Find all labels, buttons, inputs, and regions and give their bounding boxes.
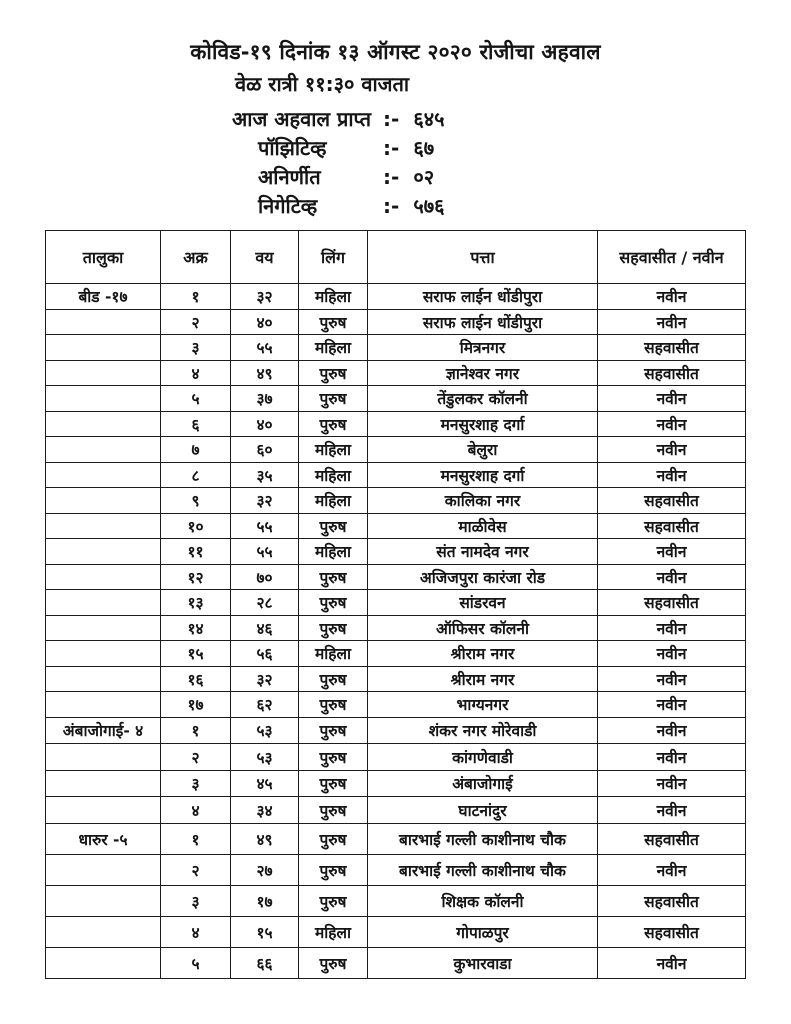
serial-cell: २ — [161, 309, 231, 335]
stat-label: अनिर्णीत — [258, 165, 321, 189]
address-cell: सराफ लाईन धोंडीपुरा — [368, 309, 598, 335]
taluka-cell — [46, 513, 161, 539]
age-cell: ४० — [231, 411, 299, 437]
cases-table-body — [46, 284, 746, 979]
address-cell: शंकर नगर मोरेवाडी — [368, 717, 598, 744]
gender-cell: पुरुष — [299, 666, 368, 692]
gender-cell: महिला — [299, 462, 368, 488]
address-cell: तेंडुलकर कॉलनी — [368, 386, 598, 412]
stat-number: ६४५ — [413, 107, 445, 131]
address-cell: मनसुरशाह दर्गा — [368, 462, 598, 488]
stat-separator: :- — [383, 194, 400, 218]
taluka-cell — [46, 539, 161, 565]
status-cell: नवीन — [598, 641, 746, 667]
taluka-cell: बीड -१७ — [46, 284, 161, 310]
stat-value — [383, 134, 434, 163]
gender-cell: महिला — [299, 335, 368, 361]
taluka-cell — [46, 411, 161, 437]
age-cell: २८ — [231, 590, 299, 616]
taluka-cell — [46, 335, 161, 361]
status-cell: सहवासीत — [598, 916, 746, 947]
stat-label: निगेटिव्ह — [258, 194, 318, 218]
age-cell: ४९ — [231, 360, 299, 386]
serial-cell: ७ — [161, 437, 231, 463]
stat-label: आज अहवाल प्राप्त — [232, 107, 372, 131]
table-row — [46, 885, 746, 916]
stat-row — [0, 163, 791, 192]
status-cell: सहवासीत — [598, 590, 746, 616]
status-cell: नवीन — [598, 386, 746, 412]
status-cell: नवीन — [598, 615, 746, 641]
table-row — [46, 770, 746, 797]
serial-cell: ५ — [161, 386, 231, 412]
taluka-cell: धारुर -५ — [46, 823, 161, 854]
gender-cell: महिला — [299, 641, 368, 667]
gender-cell: पुरुष — [299, 797, 368, 824]
stat-separator: :- — [383, 136, 400, 160]
taluka-cell — [46, 797, 161, 824]
serial-cell: ४ — [161, 360, 231, 386]
gender-cell: महिला — [299, 539, 368, 565]
table-row — [46, 590, 746, 616]
status-cell: नवीन — [598, 539, 746, 565]
address-cell: कुभारवाडा — [368, 947, 598, 978]
status-cell: नवीन — [598, 744, 746, 771]
table-row — [46, 513, 746, 539]
gender-cell: पुरुष — [299, 885, 368, 916]
gender-cell: पुरुष — [299, 947, 368, 978]
address-cell: सांडरवन — [368, 590, 598, 616]
age-cell: ३७ — [231, 386, 299, 412]
column-header-taluka-cell: तालुका — [46, 231, 161, 284]
gender-cell: महिला — [299, 437, 368, 463]
table-row — [46, 386, 746, 412]
serial-cell: १६ — [161, 666, 231, 692]
cases-table-head — [46, 231, 746, 284]
age-cell: ३५ — [231, 462, 299, 488]
stat-number: ५७६ — [413, 194, 445, 218]
gender-cell: पुरुष — [299, 615, 368, 641]
address-cell: मित्रनगर — [368, 335, 598, 361]
age-cell: ५५ — [231, 513, 299, 539]
address-cell: सराफ लाईन धोंडीपुरा — [368, 284, 598, 310]
table-row — [46, 692, 746, 718]
summary-stats — [0, 105, 791, 221]
serial-cell: १७ — [161, 692, 231, 718]
serial-cell: ३ — [161, 335, 231, 361]
table-row — [46, 854, 746, 885]
status-cell: सहवासीत — [598, 513, 746, 539]
taluka-cell — [46, 666, 161, 692]
serial-cell: १२ — [161, 564, 231, 590]
column-header-address-cell: पत्ता — [368, 231, 598, 284]
header-row — [46, 231, 746, 284]
taluka-cell: अंबाजोगाई- ४ — [46, 717, 161, 744]
stat-separator: :- — [383, 165, 400, 189]
taluka-cell — [46, 885, 161, 916]
taluka-cell — [46, 564, 161, 590]
address-cell: अंबाजोगाई — [368, 770, 598, 797]
table-row — [46, 823, 746, 854]
table-row — [46, 916, 746, 947]
serial-cell: ५ — [161, 947, 231, 978]
gender-cell: महिला — [299, 284, 368, 310]
status-cell: सहवासीत — [598, 488, 746, 514]
gender-cell: पुरुष — [299, 854, 368, 885]
column-header-serial-cell: अक्र — [161, 231, 231, 284]
status-cell: सहवासीत — [598, 360, 746, 386]
stat-label: पॉझिटिव्ह — [258, 136, 327, 160]
column-header-status-cell: सहवासीत / नवीन — [598, 231, 746, 284]
age-cell: ७० — [231, 564, 299, 590]
address-cell: भाग्यनगर — [368, 692, 598, 718]
table-row — [46, 437, 746, 463]
address-cell: घाटनांदुर — [368, 797, 598, 824]
age-cell: ५६ — [231, 641, 299, 667]
gender-cell: पुरुष — [299, 590, 368, 616]
table-row — [46, 797, 746, 824]
taluka-cell — [46, 309, 161, 335]
table-row — [46, 360, 746, 386]
serial-cell: १४ — [161, 615, 231, 641]
stat-value — [383, 163, 434, 192]
address-cell: संत नामदेव नगर — [368, 539, 598, 565]
report-header — [0, 0, 791, 97]
gender-cell: पुरुष — [299, 513, 368, 539]
status-cell: नवीन — [598, 666, 746, 692]
table-row — [46, 615, 746, 641]
serial-cell: ९ — [161, 488, 231, 514]
serial-cell: १० — [161, 513, 231, 539]
stat-row — [0, 105, 791, 134]
age-cell: ४५ — [231, 770, 299, 797]
table-row — [46, 947, 746, 978]
gender-cell: पुरुष — [299, 360, 368, 386]
serial-cell: ३ — [161, 770, 231, 797]
serial-cell: १५ — [161, 641, 231, 667]
gender-cell: पुरुष — [299, 770, 368, 797]
status-cell: नवीन — [598, 717, 746, 744]
age-cell: ६० — [231, 437, 299, 463]
taluka-cell — [46, 947, 161, 978]
table-row — [46, 488, 746, 514]
taluka-cell — [46, 916, 161, 947]
serial-cell: २ — [161, 744, 231, 771]
gender-cell: पुरुष — [299, 744, 368, 771]
status-cell: नवीन — [598, 309, 746, 335]
column-header-age-cell: वय — [231, 231, 299, 284]
serial-cell: १ — [161, 823, 231, 854]
age-cell: १७ — [231, 885, 299, 916]
address-cell: श्रीराम नगर — [368, 641, 598, 667]
stat-number: ०२ — [413, 165, 435, 189]
address-cell: अजिजपुरा कारंजा रोड — [368, 564, 598, 590]
status-cell: नवीन — [598, 854, 746, 885]
address-cell: ज्ञानेश्वर नगर — [368, 360, 598, 386]
table-row — [46, 717, 746, 744]
taluka-cell — [46, 770, 161, 797]
table-row — [46, 335, 746, 361]
age-cell: ५३ — [231, 744, 299, 771]
taluka-cell — [46, 488, 161, 514]
address-cell: माळीवेस — [368, 513, 598, 539]
gender-cell: पुरुष — [299, 717, 368, 744]
status-cell: नवीन — [598, 770, 746, 797]
taluka-cell — [46, 590, 161, 616]
age-cell: ६२ — [231, 692, 299, 718]
status-cell: नवीन — [598, 692, 746, 718]
gender-cell: पुरुष — [299, 386, 368, 412]
taluka-cell — [46, 386, 161, 412]
age-cell: ३२ — [231, 666, 299, 692]
stat-separator: :- — [383, 107, 400, 131]
status-cell: सहवासीत — [598, 335, 746, 361]
gender-cell: पुरुष — [299, 692, 368, 718]
stat-row — [0, 192, 791, 221]
cases-table — [45, 230, 746, 979]
address-cell: श्रीराम नगर — [368, 666, 598, 692]
serial-cell: १ — [161, 717, 231, 744]
status-cell: नवीन — [598, 462, 746, 488]
report-time-subtitle: वेळ रात्री ११:३० वाजता — [235, 72, 410, 96]
status-cell: सहवासीत — [598, 823, 746, 854]
address-cell: कांगणेवाडी — [368, 744, 598, 771]
table-row — [46, 666, 746, 692]
report-title: कोविड-१९ दिनांक १३ ऑगस्ट २०२० रोजीचा अहवाल — [190, 40, 601, 64]
serial-cell: ४ — [161, 797, 231, 824]
address-cell: शिक्षक कॉलनी — [368, 885, 598, 916]
serial-cell: २ — [161, 854, 231, 885]
stat-number: ६७ — [413, 136, 435, 160]
gender-cell: पुरुष — [299, 564, 368, 590]
age-cell: ५३ — [231, 717, 299, 744]
status-cell: नवीन — [598, 437, 746, 463]
age-cell: ५५ — [231, 539, 299, 565]
gender-cell: पुरुष — [299, 823, 368, 854]
serial-cell: ८ — [161, 462, 231, 488]
age-cell: ३२ — [231, 284, 299, 310]
status-cell: नवीन — [598, 564, 746, 590]
taluka-cell — [46, 437, 161, 463]
age-cell: ४० — [231, 309, 299, 335]
table-row — [46, 564, 746, 590]
age-cell: ६६ — [231, 947, 299, 978]
table-row — [46, 284, 746, 310]
status-cell: नवीन — [598, 947, 746, 978]
taluka-cell — [46, 360, 161, 386]
table-row — [46, 462, 746, 488]
table-row — [46, 411, 746, 437]
age-cell: २७ — [231, 854, 299, 885]
taluka-cell — [46, 854, 161, 885]
table-row — [46, 539, 746, 565]
taluka-cell — [46, 744, 161, 771]
serial-cell: ११ — [161, 539, 231, 565]
stat-value — [383, 105, 445, 134]
taluka-cell — [46, 615, 161, 641]
stat-value — [383, 192, 445, 221]
address-cell: बेलुरा — [368, 437, 598, 463]
age-cell: ३४ — [231, 797, 299, 824]
gender-cell: महिला — [299, 488, 368, 514]
taluka-cell — [46, 641, 161, 667]
address-cell: ऑफिसर कॉलनी — [368, 615, 598, 641]
address-cell: बारभाई गल्ली काशीनाथ चौक — [368, 823, 598, 854]
address-cell: बारभाई गल्ली काशीनाथ चौक — [368, 854, 598, 885]
stat-row — [0, 134, 791, 163]
table-row — [46, 309, 746, 335]
address-cell: मनसुरशाह दर्गा — [368, 411, 598, 437]
age-cell: ५५ — [231, 335, 299, 361]
serial-cell: १३ — [161, 590, 231, 616]
age-cell: ४६ — [231, 615, 299, 641]
status-cell: सहवासीत — [598, 885, 746, 916]
status-cell: नवीन — [598, 797, 746, 824]
gender-cell: महिला — [299, 916, 368, 947]
address-cell: गोपाळपुर — [368, 916, 598, 947]
address-cell: कालिका नगर — [368, 488, 598, 514]
serial-cell: ४ — [161, 916, 231, 947]
status-cell: नवीन — [598, 284, 746, 310]
taluka-cell — [46, 692, 161, 718]
age-cell: १५ — [231, 916, 299, 947]
taluka-cell — [46, 462, 161, 488]
status-cell: नवीन — [598, 411, 746, 437]
serial-cell: ३ — [161, 885, 231, 916]
table-row — [46, 641, 746, 667]
column-header-gender-cell: लिंग — [299, 231, 368, 284]
age-cell: ४९ — [231, 823, 299, 854]
serial-cell: ६ — [161, 411, 231, 437]
serial-cell: १ — [161, 284, 231, 310]
table-row — [46, 744, 746, 771]
gender-cell: पुरुष — [299, 309, 368, 335]
gender-cell: पुरुष — [299, 411, 368, 437]
age-cell: ३२ — [231, 488, 299, 514]
